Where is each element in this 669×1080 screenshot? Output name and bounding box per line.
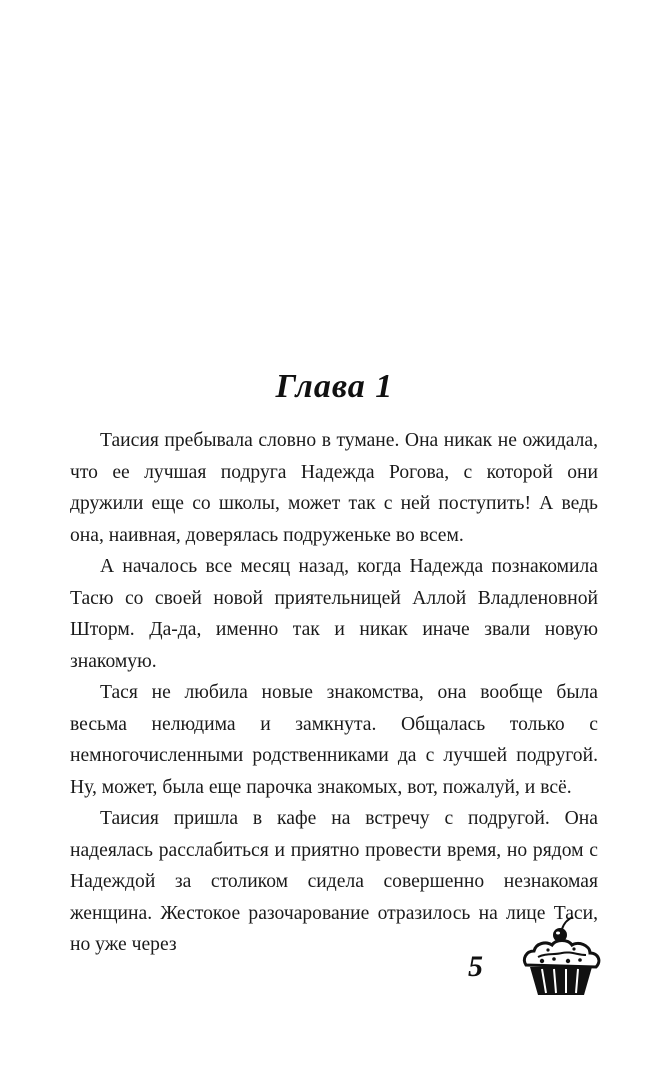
cupcake-icon	[518, 915, 603, 1000]
page-number: 5	[468, 950, 483, 983]
paragraph: Таисия пребывала словно в тумане. Она никак не ожидала, что ее лучшая подруга Надежда Рогова, с которой они дружили еще со школы, может так с ней поступить! А ведь она, наивная, доверялась подруженьке во всем.	[70, 430, 598, 546]
chapter-title: Глава 1	[275, 368, 394, 405]
paragraph: Тася не любила новые знакомства, она вообще была весьма нелюдима и замкнута. Общалась только с немногочисленными родственниками да с лучшей подругой. Ну, может, была еще парочка знакомых, вот, пожалуй, и всё.	[70, 682, 598, 798]
paragraph: Таисия пришла в кафе на встречу с подругой. Она надеялась расслабиться и приятно провести время, но рядом с Надеждой за столиком сидела совершенно незнакомая женщина. Жестокое разочарование отразилось на лице Таси, но уже через	[70, 808, 598, 955]
paragraph: А началось все месяц назад, когда Надежда познакомила Тасю со своей новой приятельницей Аллой Владленовной Шторм. Да-да, именно так и никак иначе звали новую знакомую.	[70, 556, 598, 672]
body-text	[70, 425, 598, 961]
